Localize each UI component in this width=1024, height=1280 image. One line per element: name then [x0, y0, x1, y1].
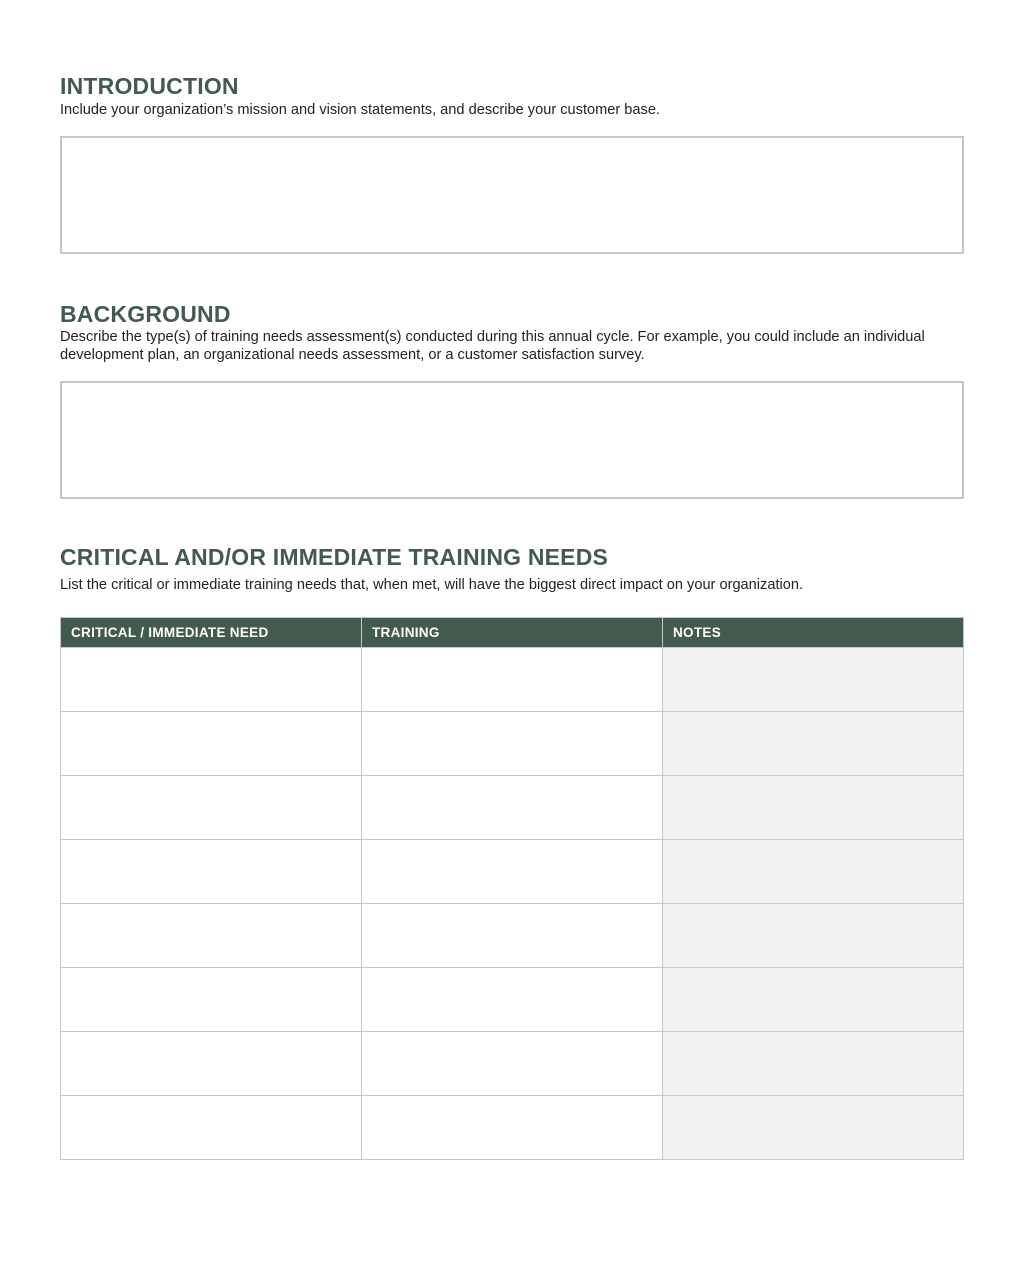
need-cell[interactable]	[61, 840, 362, 904]
notes-cell[interactable]	[663, 904, 964, 968]
notes-cell[interactable]	[663, 648, 964, 712]
notes-cell[interactable]	[663, 712, 964, 776]
introduction-title: INTRODUCTION	[60, 73, 239, 99]
need-cell[interactable]	[61, 648, 362, 712]
notes-cell[interactable]	[663, 1096, 964, 1160]
need-cell[interactable]	[61, 1096, 362, 1160]
need-cell[interactable]	[61, 1032, 362, 1096]
table-row	[61, 840, 964, 904]
critical-needs-title: CRITICAL AND/OR IMMEDIATE TRAINING NEEDS	[60, 544, 609, 570]
background-description: Describe the type(s) of training needs assessment(s) conducted during this annual cycle. For example, you could include an individual development plan, an organizational needs assessment, or a customer satisfaction survey.	[60, 329, 925, 363]
table-row	[61, 648, 964, 712]
introduction-description: Include your organization’s mission and vision statements, and describe your customer base.	[60, 102, 661, 118]
notes-cell[interactable]	[663, 968, 964, 1032]
training-cell[interactable]	[362, 1032, 663, 1096]
training-cell[interactable]	[362, 840, 663, 904]
background-title: BACKGROUND	[60, 301, 231, 327]
background-input-box[interactable]	[60, 381, 964, 499]
notes-cell[interactable]	[663, 1032, 964, 1096]
training-cell[interactable]	[362, 712, 663, 776]
table-row	[61, 1096, 964, 1160]
column-header-need: CRITICAL / IMMEDIATE NEED	[61, 618, 362, 648]
table-header-row	[61, 618, 964, 648]
need-cell[interactable]	[61, 776, 362, 840]
table-row	[61, 904, 964, 968]
training-cell[interactable]	[362, 776, 663, 840]
table-row	[61, 968, 964, 1032]
training-cell[interactable]	[362, 904, 663, 968]
training-cell[interactable]	[362, 1096, 663, 1160]
table-row	[61, 776, 964, 840]
need-cell[interactable]	[61, 968, 362, 1032]
notes-cell[interactable]	[663, 776, 964, 840]
notes-cell[interactable]	[663, 840, 964, 904]
column-header-training: TRAINING	[362, 618, 663, 648]
column-header-notes: NOTES	[663, 618, 964, 648]
training-cell[interactable]	[362, 968, 663, 1032]
need-cell[interactable]	[61, 904, 362, 968]
table-row	[61, 712, 964, 776]
critical-needs-table	[60, 617, 964, 1160]
critical-needs-description: List the critical or immediate training needs that, when met, will have the biggest direct impact on your organization.	[60, 577, 804, 593]
training-cell[interactable]	[362, 648, 663, 712]
table-row	[61, 1032, 964, 1096]
introduction-input-box[interactable]	[60, 136, 964, 254]
need-cell[interactable]	[61, 712, 362, 776]
